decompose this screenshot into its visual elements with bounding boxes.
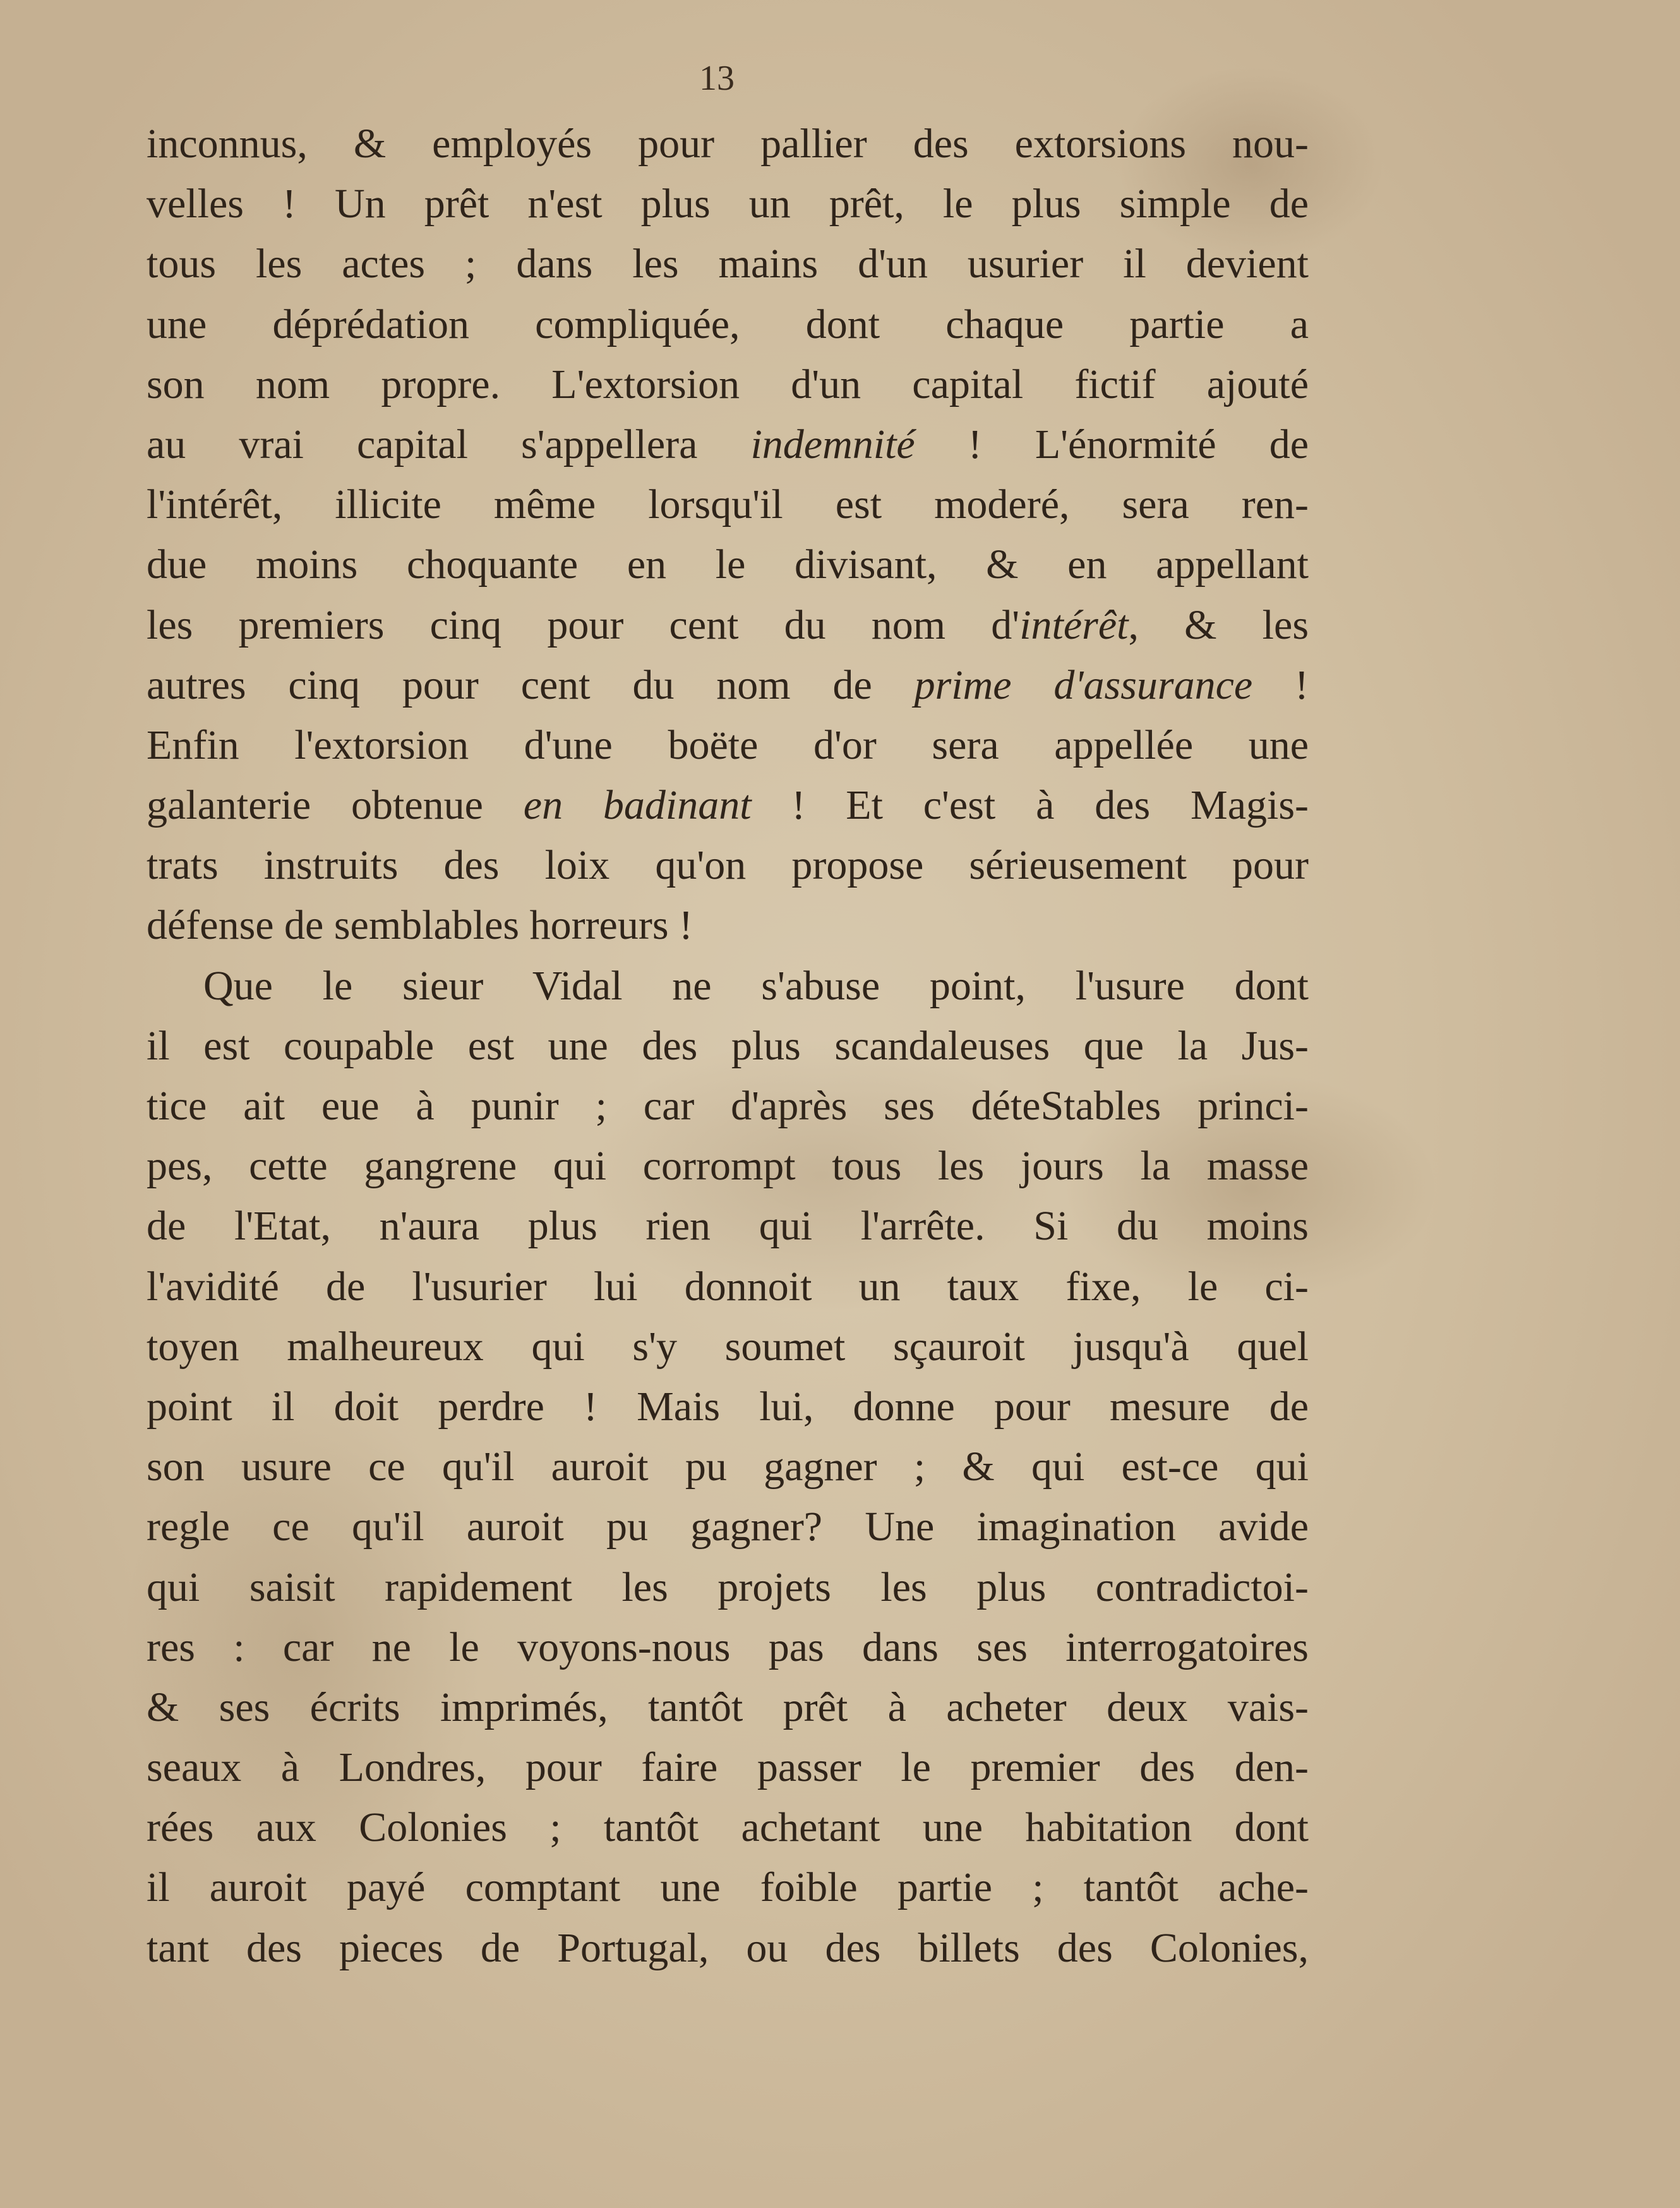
- text-line-10-italic: prime d'assurance: [914, 661, 1253, 708]
- text-line-6: [147, 414, 1309, 474]
- text-line-23: son usure ce qu'il auroit pu gagner ; & qui est-ce qui: [147, 1444, 1309, 1490]
- text-line-1: inconnus, & employés pour pallier des extorsions nou-: [147, 121, 1309, 167]
- text-line-8: due moins choquante en le divisant, & en appellant: [147, 541, 1309, 588]
- text-line-17: tice ait eue à punir ; car d'après ses déteStables princi-: [147, 1083, 1309, 1129]
- text-line-24: regle ce qu'il auroit pu gagner? Une imagination avide: [147, 1504, 1309, 1550]
- text-line-6-after: ! L'énormité de: [915, 421, 1309, 468]
- body-text: [147, 114, 1309, 1978]
- text-line-13: trats instruits des loix qu'on propose sérieusement pour: [147, 842, 1309, 889]
- text-line-26: res : car ne le voyons-nous pas dans ses interrogatoires: [147, 1624, 1309, 1670]
- text-line-10-before: autres cinq pour cent du nom de: [147, 661, 915, 708]
- text-line-3: tous les actes ; dans les mains d'un usurier il devient: [147, 241, 1309, 287]
- text-line-2: velles ! Un prêt n'est plus un prêt, le plus simple de: [147, 181, 1309, 227]
- text-line-20: l'avidité de l'usurier lui donnoit un taux fixe, le ci-: [147, 1263, 1309, 1310]
- text-line-12: [147, 775, 1309, 835]
- text-line-25: qui saisit rapidement les projets les plus contradictoi-: [147, 1564, 1309, 1610]
- text-line-16: il est coupable est une des plus scandaleuses que la Jus-: [147, 1022, 1309, 1069]
- text-line-19: de l'Etat, n'aura plus rien qui l'arrête. Si du moins: [147, 1203, 1309, 1250]
- text-line-27: & ses écrits imprimés, tantôt prêt à acheter deux vais-: [147, 1684, 1309, 1730]
- text-line-12-italic: en badinant: [523, 782, 752, 829]
- text-line-30: il auroit payé comptant une foible partie ; tantôt ache-: [147, 1864, 1309, 1911]
- text-line-4: une déprédation compliquée, dont chaque partie a: [147, 301, 1309, 347]
- text-line-10-after: !: [1252, 661, 1309, 708]
- text-line-12-after: ! Et c'est à des Magis-: [751, 782, 1309, 829]
- text-line-22: point il doit perdre ! Mais lui, donne pour mesure de: [147, 1383, 1309, 1430]
- text-line-6-before: au vrai capital s'appellera: [147, 421, 751, 468]
- text-line-21: toyen malheureux qui s'y soumet sçauroit jusqu'à quel: [147, 1323, 1309, 1370]
- text-line-11: Enfin l'extorsion d'une boëte d'or sera appellée une: [147, 721, 1309, 768]
- text-line-12-before: galanterie obtenue: [147, 782, 524, 829]
- text-line-31: tant des pieces de Portugal, ou des billets des Colonies,: [147, 1924, 1309, 1971]
- text-line-15: Que le sieur Vidal ne s'abuse point, l'usure dont: [203, 962, 1309, 1009]
- text-line-29: rées aux Colonies ; tantôt achetant une habitation dont: [147, 1804, 1309, 1851]
- text-line-7: l'intérêt, illicite même lorsqu'il est moderé, sera ren-: [147, 481, 1309, 528]
- text-line-10: [147, 655, 1309, 715]
- text-line-28: seaux à Londres, pour faire passer le premier des den-: [147, 1744, 1309, 1791]
- text-line-6-italic: indemnité: [750, 421, 915, 468]
- text-line-14: défense de semblables horreurs !: [147, 902, 693, 949]
- text-line-9-after: , & les: [1128, 601, 1309, 648]
- page-number: 13: [699, 59, 735, 98]
- text-line-9-italic: intérêt: [1019, 601, 1129, 648]
- text-line-18: pes, cette gangrene qui corrompt tous les jours la masse: [147, 1143, 1309, 1190]
- text-line-5: son nom propre. L'extorsion d'un capital fictif ajouté: [147, 361, 1309, 407]
- text-line-9-before: les premiers cinq pour cent du nom d': [147, 601, 1020, 648]
- text-line-9: [147, 595, 1309, 655]
